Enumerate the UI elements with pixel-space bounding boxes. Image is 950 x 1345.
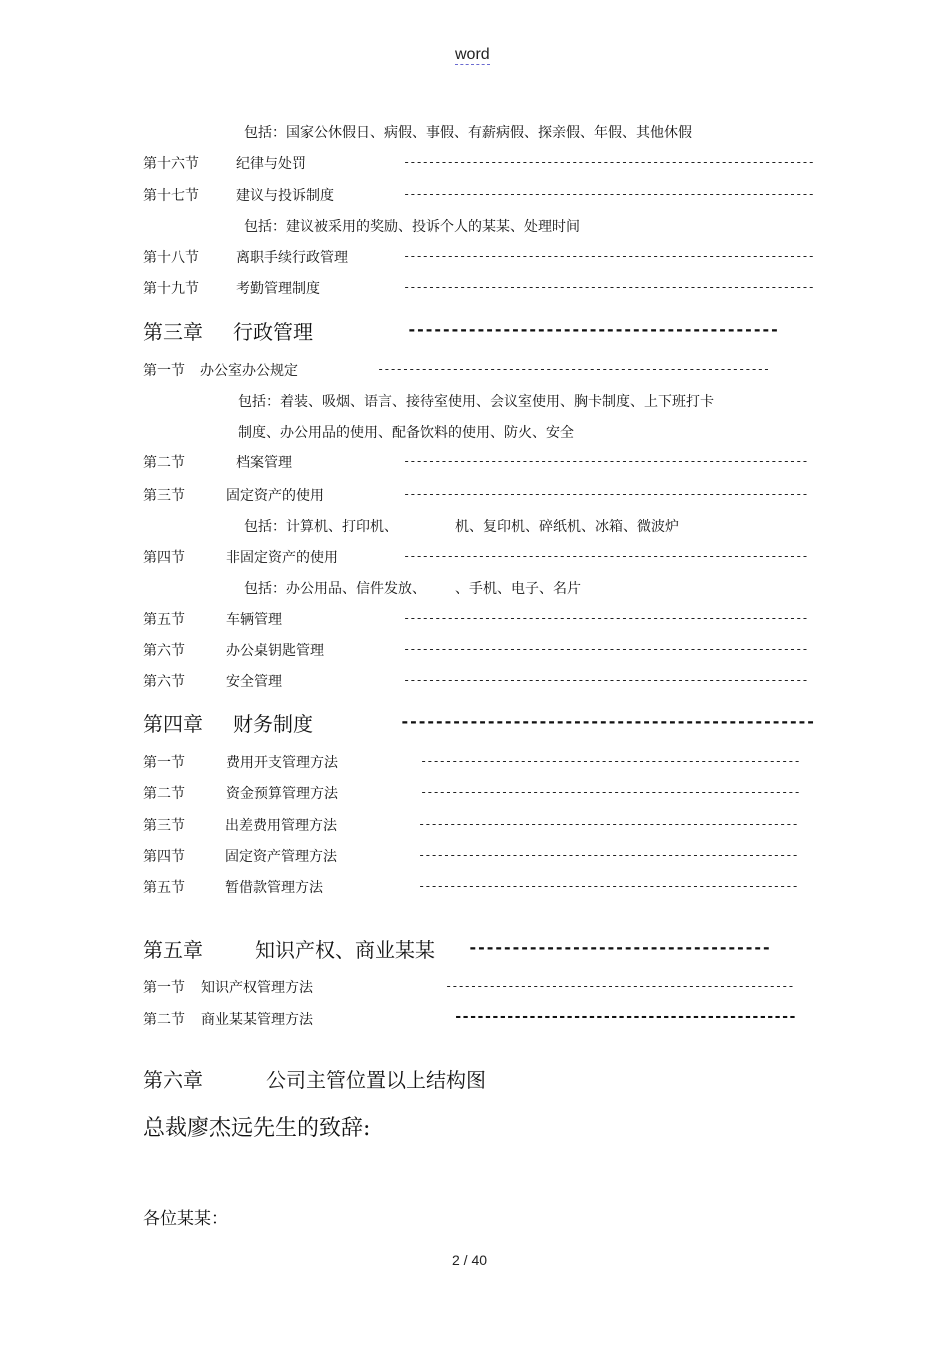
includes-line: 包括：办公用品、信件发放、 [244, 581, 426, 597]
section-number: 第十七节 [143, 188, 199, 204]
section-number: 第四节 [143, 550, 185, 566]
section-title: 纪律与处罚 [236, 156, 306, 172]
header-title: word [455, 46, 490, 63]
section-title: 安全管理 [226, 674, 282, 690]
leader-dashes: ----------------------------------------------------------------- [403, 611, 808, 625]
includes-line: 包括：计算机、打印机、 [244, 519, 398, 535]
section-number: 第十八节 [143, 250, 199, 266]
section-title: 建议与投诉制度 [236, 188, 334, 204]
section-title: 固定资产管理方法 [225, 849, 337, 865]
section-number: 第五节 [143, 612, 185, 628]
leader-dashes: ----------------------------------------------------------------- [403, 549, 808, 563]
leader-dashes: ------------------------------------------------------------- [420, 754, 800, 768]
chapter-title: 公司主管位置以上结构图 [266, 1068, 486, 1092]
section-number: 第一节 [143, 755, 185, 771]
section-title: 办公室办公规定 [200, 363, 298, 379]
section-title: 车辆管理 [226, 612, 282, 628]
section-title: 固定资产的使用 [226, 488, 324, 504]
section-title: 知识产权管理方法 [201, 980, 313, 996]
section-title: 考勤管理制度 [236, 281, 320, 297]
section-title: 档案管理 [236, 455, 292, 471]
section-number: 第二节 [143, 455, 185, 471]
section-number: 第一节 [143, 363, 185, 379]
leader-dashes: ------------------------------------------------------------- [418, 848, 798, 862]
chapter-title: 知识产权、商业某某 [255, 938, 435, 962]
chapter-number: 第六章 [143, 1068, 203, 1092]
leader-dashes: ------------------------------------------------------------- [418, 879, 798, 893]
includes-line: 包括：着装、吸烟、语言、接待室使用、会议室使用、胸卡制度、上下班打卡 [238, 394, 714, 410]
section-number: 第三节 [143, 488, 185, 504]
section-title: 离职手续行政管理 [236, 250, 348, 266]
section-number: 第三节 [143, 818, 185, 834]
section-title: 资金预算管理方法 [226, 786, 338, 802]
chapter-title: 行政管理 [233, 320, 313, 344]
leader-dashes: ------------------------------------------------------------------ [403, 187, 814, 201]
section-title: 费用开支管理方法 [226, 755, 338, 771]
section-number: 第二节 [143, 1012, 185, 1028]
leader-dashes: ------------------------------------------------------------------ [403, 249, 814, 263]
includes-line: 包括：建议被采用的奖励、投诉个人的某某、处理时间 [244, 219, 580, 235]
leader-dashes: ----------------------------------------------------------------- [403, 454, 808, 468]
leader-dashes: ---------------------------------------------- [454, 1009, 796, 1025]
leader-dashes: ------------------------------------------------------------- [420, 785, 800, 799]
section-number: 第二节 [143, 786, 185, 802]
section-number: 第四节 [143, 849, 185, 865]
leader-dashes: ------------------------------------------------------------------ [403, 155, 814, 169]
leader-dashes: ----------------------------------------------------------------- [403, 673, 808, 687]
leader-dashes: ------------------------------------------------------------- [418, 817, 798, 831]
salutation: 各位某某： [143, 1209, 228, 1229]
chapter-title: 财务制度 [233, 712, 313, 736]
chapter-number: 第四章 [143, 712, 203, 736]
leader-dashes: --------------------------------------------------------------- [377, 362, 770, 376]
page-number: 2 / 40 [452, 1252, 488, 1268]
chapter-number: 第五章 [143, 938, 203, 962]
speech-heading: 总裁廖杰远先生的致辞: [143, 1116, 371, 1141]
leader-dashes: ------------------------------------------------ [400, 712, 815, 731]
chapter-number: 第三章 [143, 320, 203, 344]
section-title: 暂借款管理方法 [225, 880, 323, 896]
section-number: 第十九节 [143, 281, 199, 297]
section-number: 第一节 [143, 980, 185, 996]
section-title: 非固定资产的使用 [226, 550, 338, 566]
section-title: 办公桌钥匙管理 [226, 643, 324, 659]
leader-dashes: ------------------------------------------------------------------ [403, 280, 814, 294]
leader-dashes: ----------------------------------- [468, 938, 771, 957]
section-number: 第五节 [143, 880, 185, 896]
leader-dashes: ----------------------------------------------------------------- [403, 487, 808, 501]
section-number: 第六节 [143, 674, 185, 690]
includes-line-continued: 机、复印机、碎纸机、冰箱、微波炉 [455, 519, 679, 535]
section-number: 第六节 [143, 643, 185, 659]
leader-dashes: ------------------------------------------- [407, 320, 779, 339]
includes-line: 制度、办公用品的使用、配备饮料的使用、防火、安全 [238, 425, 574, 441]
includes-line-continued: 、手机、电子、名片 [455, 581, 581, 597]
leader-dashes: ----------------------------------------------------------------- [403, 642, 808, 656]
section-number: 第十六节 [143, 156, 199, 172]
section-title: 商业某某管理方法 [201, 1012, 313, 1028]
includes-line: 包括：国家公休假日、病假、事假、有薪病假、探亲假、年假、其他休假 [244, 125, 692, 141]
leader-dashes: -------------------------------------------------------- [445, 979, 794, 993]
section-title: 出差费用管理方法 [225, 818, 337, 834]
